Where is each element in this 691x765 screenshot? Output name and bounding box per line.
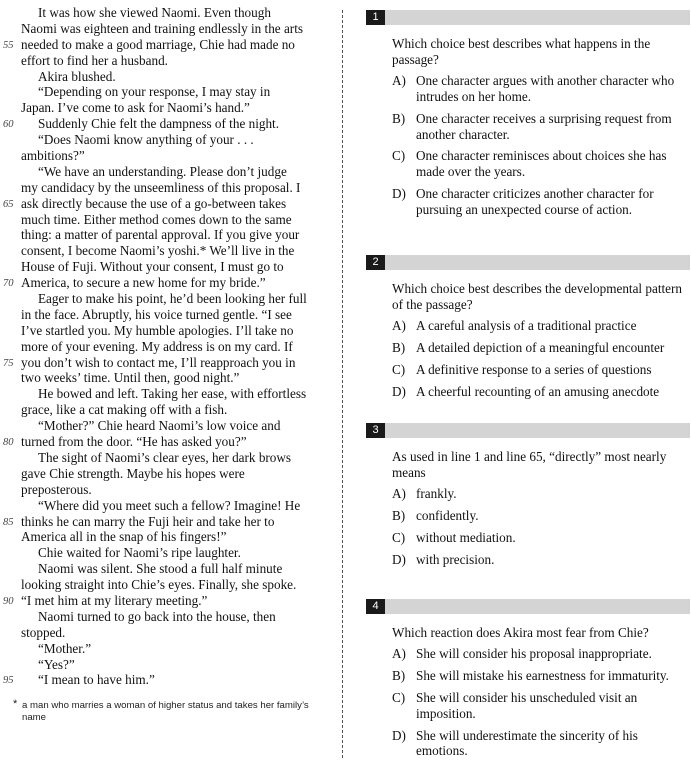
line-text: two weeks’ time. Until then, good night.” (21, 370, 240, 386)
option-letter: C) (392, 689, 406, 705)
answer-option-a[interactable] (392, 486, 690, 502)
passage-line (0, 402, 336, 418)
line-number: 70 (3, 278, 14, 290)
passage-line (0, 275, 336, 291)
line-text: effort to find her a husband. (21, 52, 168, 68)
line-text: “I mean to have him.” (38, 672, 155, 688)
passage-line (0, 370, 336, 386)
option-text: One character argues with another character who intrudes on her home. (416, 72, 675, 104)
question-text: As used in line 1 and line 65, “directly” most nearly means (392, 449, 667, 480)
line-text: much time. Either method comes down to the same (21, 211, 292, 227)
question-header-bar (366, 10, 690, 25)
answer-option-c[interactable] (392, 362, 690, 378)
line-number: 90 (3, 595, 14, 607)
question-3 (366, 423, 690, 573)
option-letter: C) (392, 361, 406, 377)
answer-option-c[interactable] (392, 530, 690, 546)
question-number: 1 (366, 10, 385, 25)
passage-line (0, 529, 336, 545)
passage-line (0, 561, 336, 577)
line-number: 55 (3, 39, 14, 51)
option-letter: D) (392, 727, 406, 743)
passage-line (0, 69, 336, 85)
option-text: A careful analysis of a traditional practice (416, 317, 637, 333)
passage-line (0, 291, 336, 307)
answer-options (392, 73, 690, 218)
line-number: 75 (3, 357, 14, 369)
line-text: more of your evening. My address is on my card. If (21, 338, 293, 354)
line-text: “Mother?” Chie heard Naomi’s low voice and (38, 418, 281, 434)
option-text: confidently. (416, 507, 479, 523)
passage-line (0, 657, 336, 673)
question-2 (366, 255, 690, 405)
option-letter: C) (392, 529, 406, 545)
passage-line (0, 196, 336, 212)
answer-option-d[interactable] (392, 384, 690, 400)
passage-line (0, 355, 336, 371)
passage-line (0, 132, 336, 148)
answer-option-b[interactable] (392, 508, 690, 524)
answer-options (392, 318, 690, 400)
option-text: She will mistake his earnestness for immaturity. (416, 667, 669, 683)
option-text: without mediation. (416, 529, 516, 545)
question-number: 4 (366, 599, 385, 614)
option-letter: A) (392, 317, 406, 333)
passage-line (0, 164, 336, 180)
line-text: needed to make a good marriage, Chie had made no (21, 36, 295, 52)
passage-line (0, 545, 336, 561)
passage-line (0, 625, 336, 641)
passage-line (0, 5, 336, 21)
line-text: grace, like a cat making off with a fish. (21, 402, 228, 418)
answer-option-b[interactable] (392, 668, 690, 684)
answer-option-a[interactable] (392, 73, 690, 105)
line-text: gave Chie strength. Maybe his hopes were (21, 465, 245, 481)
option-letter: B) (392, 667, 406, 683)
answer-options (392, 486, 690, 568)
answer-option-a[interactable] (392, 646, 690, 662)
line-text: looking straight into Chie’s eyes. Finally, she spoke. (21, 577, 297, 593)
question-1 (366, 10, 690, 224)
line-text: thing: a matter of parental approval. If you give your (21, 227, 300, 243)
passage-line (0, 84, 336, 100)
option-letter: D) (392, 551, 406, 567)
passage-line (0, 641, 336, 657)
passage-line (0, 339, 336, 355)
option-text: A cheerful recounting of an amusing anecdote (416, 383, 660, 399)
line-text: ask directly because the use of a go-between takes (21, 195, 287, 211)
question-number: 3 (366, 423, 385, 438)
line-text: The sight of Naomi’s clear eyes, her dark brows (38, 449, 292, 465)
option-text: One character receives a surprising request from another character. (416, 110, 672, 142)
line-text: Naomi turned to go back into the house, then (38, 608, 276, 624)
line-text: America, to secure a new home for my bride.” (21, 275, 266, 291)
line-text: Japan. I’ve come to ask for Naomi’s hand.” (21, 100, 250, 116)
question-header-bar (366, 255, 690, 270)
line-text: America all in the snap of his fingers!” (21, 529, 227, 545)
passage-line (0, 148, 336, 164)
passage-line (0, 466, 336, 482)
passage-line (0, 418, 336, 434)
line-number: 95 (3, 675, 14, 687)
line-text: Chie waited for Naomi’s ripe laughter. (38, 545, 241, 561)
passage-line (0, 323, 336, 339)
passage-line (0, 434, 336, 450)
option-letter: D) (392, 383, 406, 399)
option-letter: B) (392, 110, 406, 126)
answer-option-c[interactable] (392, 148, 690, 180)
option-text: A definitive response to a series of questions (416, 361, 652, 377)
question-header-bar (366, 423, 690, 438)
question-text: Which choice best describes what happens in the passage? (392, 36, 651, 67)
answer-option-b[interactable] (392, 111, 690, 143)
passage-line (0, 180, 336, 196)
option-text: with precision. (416, 551, 495, 567)
answer-option-d[interactable] (392, 552, 690, 568)
question-number: 2 (366, 255, 385, 270)
option-letter: A) (392, 485, 406, 501)
line-text: He bowed and left. Taking her ease, with effortless (38, 386, 307, 402)
line-text: Eager to make his point, he’d been looking her full (38, 291, 307, 307)
passage-line (0, 307, 336, 323)
footnote-text: a man who marries a woman of higher status and takes her family’s name (22, 700, 309, 723)
passage-line (0, 593, 336, 609)
question-header-bar (366, 599, 690, 614)
option-letter: B) (392, 339, 406, 355)
passage-line (0, 450, 336, 466)
column-divider (342, 10, 343, 758)
passage-text (0, 5, 336, 688)
line-text: in the face. Abruptly, his voice turned gentle. “I see (21, 306, 292, 322)
passage-line (0, 259, 336, 275)
passage-line (0, 100, 336, 116)
option-letter: A) (392, 72, 406, 88)
passage-line (0, 609, 336, 625)
passage-line (0, 672, 336, 688)
line-number: 80 (3, 437, 14, 449)
passage-line (0, 53, 336, 69)
line-text: “Yes?” (38, 656, 75, 672)
line-text: consent, I become Naomi’s yoshi.* We’ll live in the (21, 243, 295, 259)
line-text: thinks he can marry the Fuji heir and take her to (21, 513, 275, 529)
option-letter: A) (392, 645, 406, 661)
line-text: “We have an understanding. Please don’t judge (38, 163, 287, 179)
passage-line (0, 243, 336, 259)
line-number: 65 (3, 198, 14, 210)
line-text: turned from the door. “He has asked you?” (21, 434, 247, 450)
question-text: Which reaction does Akira most fear from Chie? (392, 625, 649, 640)
option-letter: B) (392, 507, 406, 523)
passage-line (0, 21, 336, 37)
question-4 (366, 599, 690, 765)
passage-line (0, 212, 336, 228)
passage-line (0, 482, 336, 498)
line-text: “Mother.” (38, 640, 92, 656)
passage-line (0, 577, 336, 593)
footnote-mark: * (13, 698, 18, 710)
line-text: stopped. (21, 624, 66, 640)
answer-option-a[interactable] (392, 318, 690, 334)
line-text: House of Fuji. Without your consent, I must go to (21, 259, 284, 275)
line-text: Akira blushed. (38, 68, 116, 84)
option-text: One character criticizes another character for pursuing an unexpected course of action. (416, 186, 654, 218)
answer-options (392, 646, 690, 759)
option-letter: D) (392, 186, 406, 202)
line-text: Suddenly Chie felt the dampness of the night. (38, 116, 280, 132)
passage-line (0, 227, 336, 243)
line-text: Naomi was silent. She stood a full half minute (38, 561, 283, 577)
passage-line (0, 514, 336, 530)
passage-line (0, 498, 336, 514)
line-text: “Does Naomi know anything of your . . . (38, 132, 254, 148)
question-text: Which choice best describes the developmental pattern of the passage? (392, 281, 683, 312)
option-text: A detailed depiction of a meaningful encounter (416, 339, 665, 355)
option-letter: C) (392, 148, 406, 164)
line-text: ambitions?” (21, 148, 85, 164)
option-text: She will consider his unscheduled visit an imposition. (416, 689, 638, 721)
line-text: “I met him at my literary meeting.” (21, 592, 208, 608)
option-text: She will consider his proposal inappropriate. (416, 645, 652, 661)
line-text: preposterous. (21, 481, 92, 497)
option-text: One character reminisces about choices she has made over the years. (416, 148, 667, 180)
answer-option-c[interactable] (392, 690, 690, 722)
line-text: Naomi was eighteen and training endlessly in the arts (21, 20, 303, 36)
line-text: “Depending on your response, I may stay in (38, 84, 271, 100)
passage-line (0, 116, 336, 132)
option-text: She will underestimate the sincerity of his emotions. (416, 727, 638, 759)
option-text: frankly. (416, 485, 457, 501)
line-text: you don’t wish to contact me, I’ll reapproach you in (21, 354, 296, 370)
line-number: 60 (3, 119, 14, 131)
line-text: I’ve startled you. My humble apologies. I’ll take no (21, 322, 294, 338)
line-text: It was how she viewed Naomi. Even though (38, 5, 271, 20)
answer-option-d[interactable] (392, 728, 690, 760)
line-number: 85 (3, 516, 14, 528)
passage-line (0, 386, 336, 402)
answer-option-b[interactable] (392, 340, 690, 356)
passage-line (0, 37, 336, 53)
line-text: “Where did you meet such a fellow? Imagine! He (38, 497, 301, 513)
answer-option-d[interactable] (392, 186, 690, 218)
line-text: my candidacy by the unseemliness of this proposal. I (21, 179, 301, 195)
footnote (13, 698, 312, 724)
